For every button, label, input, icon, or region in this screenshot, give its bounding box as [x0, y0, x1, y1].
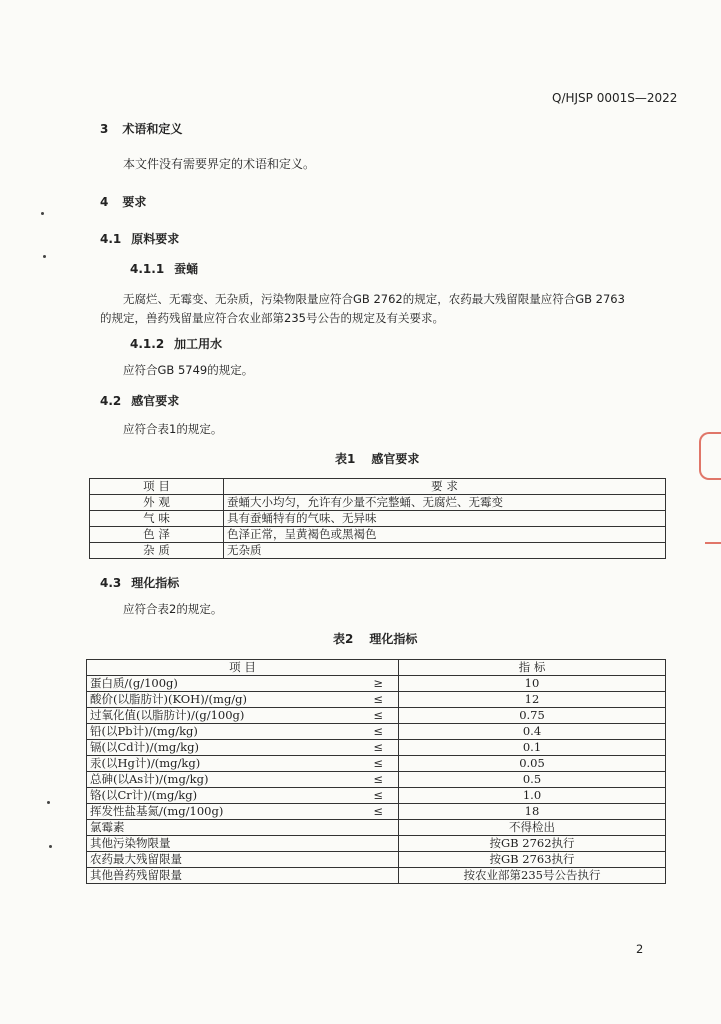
row-item-cell: [87, 692, 399, 708]
table-row: [90, 543, 666, 559]
section-number: 4.1.1: [130, 262, 165, 276]
row-value: 0.5: [399, 772, 666, 788]
row-item: 农药最大残留限量: [90, 852, 182, 866]
row-requirement: 色泽正常，呈黄褐色或黑褐色: [224, 527, 666, 543]
row-item-cell: [87, 756, 399, 772]
row-item: 杂 质: [90, 543, 224, 559]
row-requirement: 无杂质: [224, 543, 666, 559]
row-requirement: 具有蚕蛹特有的气味、无异味: [224, 511, 666, 527]
row-item: 镉(以Cd计)/(mg/kg): [90, 740, 199, 754]
row-item-cell: [87, 868, 399, 884]
row-item-cell: [87, 724, 399, 740]
row-item-cell: [87, 852, 399, 868]
section-4-heading: [100, 193, 146, 210]
table-row: [87, 708, 666, 724]
row-item: 其他兽药残留限量: [90, 868, 182, 882]
row-item: 过氧化值(以脂肪计)/(g/100g): [90, 708, 245, 722]
header-indicator: 指 标: [399, 660, 666, 676]
row-item-cell: [87, 772, 399, 788]
row-item: 外 观: [90, 495, 224, 511]
row-item: 铅(以Pb计)/(mg/kg): [90, 724, 198, 738]
header-item: 项 目: [90, 479, 224, 495]
section-number: 4: [100, 195, 109, 209]
table-1-sensory: [89, 478, 666, 559]
section-4-3-heading: [100, 574, 179, 591]
caption-number: 表1: [335, 452, 356, 466]
row-item-cell: [87, 820, 399, 836]
scan-speck: [49, 845, 52, 848]
row-value: 按农业部第235号公告执行: [399, 868, 666, 884]
row-requirement: 蚕蛹大小均匀，允许有少量不完整蛹、无腐烂、无霉变: [224, 495, 666, 511]
row-operator: ≤: [373, 740, 383, 754]
row-item: 其他污染物限量: [90, 836, 171, 850]
section-4-2-body: 应符合表1的规定。: [123, 422, 223, 436]
caption-title: 感官要求: [371, 452, 420, 466]
row-item: 汞(以Hg计)/(mg/kg): [90, 756, 201, 770]
row-item-cell: [87, 708, 399, 724]
section-number: 4.1.2: [130, 337, 165, 351]
table-row: [87, 724, 666, 740]
page-number: 2: [636, 942, 644, 956]
row-item-cell: [87, 804, 399, 820]
row-value: 按GB 2763执行: [399, 852, 666, 868]
table-row: [87, 836, 666, 852]
row-item: 酸价(以脂肪计)(KOH)/(mg/g): [90, 692, 248, 706]
row-item: 挥发性盐基氮/(mg/100g): [90, 804, 224, 818]
row-item-cell: [87, 740, 399, 756]
row-operator: ≤: [373, 772, 383, 786]
section-4-1-2-body: 应符合GB 5749的规定。: [123, 363, 254, 377]
row-operator: ≥: [373, 676, 383, 690]
table-row: [87, 740, 666, 756]
caption-title: 理化指标: [369, 632, 418, 646]
section-title: 蚕蛹: [174, 262, 199, 276]
table-2-physicochemical: [86, 659, 666, 884]
table-row: [87, 804, 666, 820]
table-row: [87, 868, 666, 884]
row-operator: ≤: [373, 724, 383, 738]
row-item: 气 味: [90, 511, 224, 527]
section-title: 感官要求: [131, 394, 180, 408]
section-number: 4.3: [100, 576, 122, 590]
row-operator: ≤: [373, 756, 383, 770]
table-row: [90, 527, 666, 543]
row-item: 色 泽: [90, 527, 224, 543]
row-operator: ≤: [373, 788, 383, 802]
section-number: 4.1: [100, 232, 122, 246]
table-row: [87, 852, 666, 868]
row-value: 0.4: [399, 724, 666, 740]
row-value: 按GB 2762执行: [399, 836, 666, 852]
row-item: 氯霉素: [90, 820, 125, 834]
table-row: [90, 495, 666, 511]
caption-number: 表2: [333, 632, 354, 646]
section-4-1-heading: [100, 230, 179, 247]
scan-speck: [41, 212, 44, 215]
row-operator: ≤: [373, 692, 383, 706]
row-value: 12: [399, 692, 666, 708]
row-item-cell: [87, 676, 399, 692]
table-row: [87, 788, 666, 804]
row-item-cell: [87, 788, 399, 804]
header-requirement: 要 求: [224, 479, 666, 495]
table-row: [87, 676, 666, 692]
doc-code: Q/HJSP 0001S—2022: [552, 91, 678, 105]
table-2-caption: [333, 630, 417, 647]
section-4-1-1-body-line1: 无腐烂、无霉变、无杂质，污染物限量应符合GB 2762的规定，农药最大残留限量应符合GB 2763: [123, 292, 625, 306]
row-value: 18: [399, 804, 666, 820]
table-header-row: [87, 660, 666, 676]
header-item: 项 目: [87, 660, 399, 676]
row-value: 不得检出: [399, 820, 666, 836]
section-number: 4.2: [100, 394, 122, 408]
seal-fragment-icon: [699, 432, 721, 480]
section-number: 3: [100, 122, 109, 136]
section-title: 原料要求: [131, 232, 180, 246]
row-item-cell: [87, 836, 399, 852]
section-title: 加工用水: [174, 337, 223, 351]
scan-speck: [47, 801, 50, 804]
row-item: 总砷(以As计)/(mg/kg): [90, 772, 209, 786]
table-header-row: [90, 479, 666, 495]
row-value: 1.0: [399, 788, 666, 804]
table-row: [87, 820, 666, 836]
row-item: 蛋白质/(g/100g): [90, 676, 178, 690]
row-value: 0.75: [399, 708, 666, 724]
section-4-2-heading: [100, 392, 179, 409]
section-3-body: 本文件没有需要界定的术语和定义。: [123, 157, 316, 171]
table-row: [87, 692, 666, 708]
table-row: [87, 756, 666, 772]
section-title: 理化指标: [131, 576, 180, 590]
row-value: 0.05: [399, 756, 666, 772]
section-title: 术语和定义: [122, 122, 183, 136]
section-title: 要求: [122, 195, 147, 209]
row-item: 铬(以Cr计)/(mg/kg): [90, 788, 198, 802]
section-3-heading: [100, 120, 182, 137]
section-4-1-2-heading: [130, 335, 222, 352]
table-row: [90, 511, 666, 527]
section-4-1-1-heading: [130, 260, 198, 277]
section-4-3-body: 应符合表2的规定。: [123, 602, 223, 616]
section-4-1-1-body-line2: 的规定，兽药残留量应符合农业部第235号公告的规定及有关要求。: [100, 311, 444, 325]
seal-edge-icon: [705, 542, 721, 556]
table-row: [87, 772, 666, 788]
row-value: 0.1: [399, 740, 666, 756]
row-operator: ≤: [373, 804, 383, 818]
scan-speck: [43, 255, 46, 258]
row-operator: ≤: [373, 708, 383, 722]
row-value: 10: [399, 676, 666, 692]
table-1-caption: [335, 450, 419, 467]
